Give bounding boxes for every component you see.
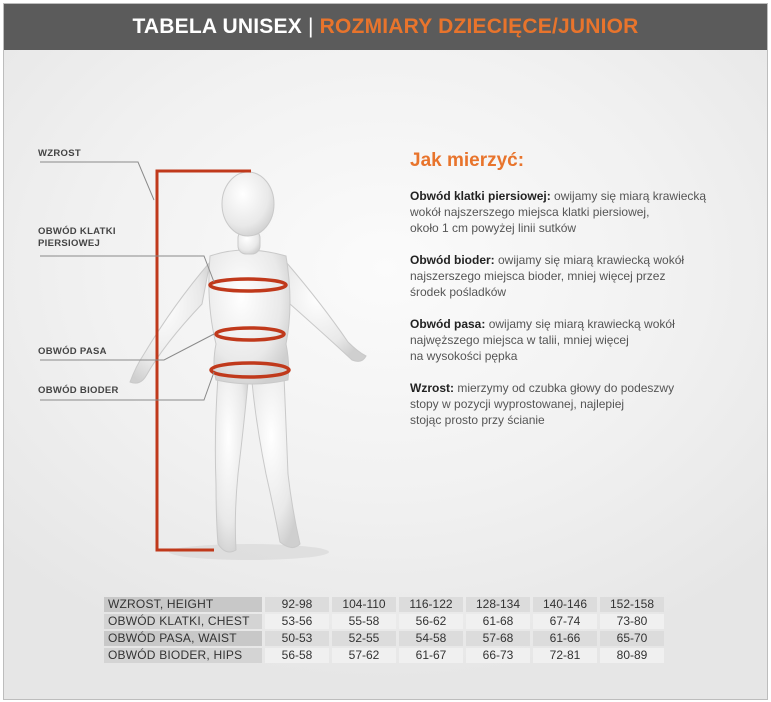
instruction-waist-term: Obwód pasa: — [410, 317, 486, 331]
table-cell: 56-58 — [265, 648, 329, 663]
table-cell: 55-58 — [332, 614, 396, 629]
floor-shadow — [169, 544, 329, 560]
header-subtitle: ROZMIARY DZIECIĘCE/JUNIOR — [319, 15, 639, 38]
callout-hips-label: OBWÓD BIODER — [38, 385, 119, 396]
table-cell: 57-62 — [332, 648, 396, 663]
table-cell: 66-73 — [466, 648, 530, 663]
instruction-chest-term: Obwód klatki piersiowej: — [410, 189, 551, 203]
table-cell: 61-67 — [399, 648, 463, 663]
instructions-title: Jak mierzyć: — [410, 150, 525, 171]
table-cell: 52-55 — [332, 631, 396, 646]
table-row — [104, 631, 664, 646]
instruction-waist: Obwód pasa: owijamy się miarą krawiecką wokół najwęższego miejsca w talii, mniej więcej na wysokości pępka — [410, 317, 675, 363]
callout-waist-label: OBWÓD PASA — [38, 346, 107, 357]
table-cell: 80-89 — [600, 648, 664, 663]
instruction-hips-term: Obwód bioder: — [410, 253, 495, 267]
callout-height-label: WZROST — [38, 148, 81, 159]
table-cell: 92-98 — [265, 597, 329, 612]
instruction-height: Wzrost: mierzymy od czubka głowy do podeszwy stopy w pozycji wyprostowanej, najlepiej stojąc prosto przy ścianie — [410, 381, 675, 427]
table-cell: 104-110 — [332, 597, 396, 612]
instruction-chest: Obwód klatki piersiowej: owijamy się miarą krawiecką wokół najszerszego miejsca klatki piersiowej, około 1 cm powyżej linii sutków — [410, 189, 707, 235]
measuring-instructions — [410, 150, 740, 444]
table-row-label: WZROST, HEIGHT — [104, 597, 262, 612]
header-bar — [4, 4, 767, 50]
table-cell: 50-53 — [265, 631, 329, 646]
table-row — [104, 614, 664, 629]
size-table — [101, 595, 667, 665]
left-arm — [130, 262, 210, 383]
table-cell: 61-68 — [466, 614, 530, 629]
table-cell: 61-66 — [533, 631, 597, 646]
height-leader-line — [40, 162, 154, 200]
table-row — [104, 648, 664, 663]
right-leg — [252, 376, 300, 548]
table-cell: 67-74 — [533, 614, 597, 629]
instruction-hips: Obwód bioder: owijamy się miarą krawiecką wokół najszerszego miejsca bioder, mniej więcej przez środek pośladków — [410, 253, 685, 299]
head — [222, 172, 274, 236]
table-cell: 57-68 — [466, 631, 530, 646]
table-cell: 72-81 — [533, 648, 597, 663]
callout-waist — [38, 346, 107, 358]
table-cell: 56-62 — [399, 614, 463, 629]
callout-chest-line2: PIERSIOWEJ — [38, 238, 101, 249]
table-cell: 128-134 — [466, 597, 530, 612]
size-chart-frame — [3, 3, 768, 700]
right-arm — [286, 262, 366, 361]
callout-height — [38, 148, 81, 160]
callout-hips — [38, 385, 119, 397]
callout-chest — [38, 226, 116, 250]
table-cell: 54-58 — [399, 631, 463, 646]
instruction-height-term: Wzrost: — [410, 381, 454, 395]
table-cell: 53-56 — [265, 614, 329, 629]
table-row-label: OBWÓD KLATKI, CHEST — [104, 614, 262, 629]
left-leg — [215, 376, 248, 552]
header-separator: | — [307, 15, 314, 38]
header-title: TABELA UNISEX — [132, 15, 302, 38]
table-cell: 73-80 — [600, 614, 664, 629]
table-cell: 152-158 — [600, 597, 664, 612]
table-row-label: OBWÓD BIODER, HIPS — [104, 648, 262, 663]
table-cell: 65-70 — [600, 631, 664, 646]
table-cell: 140-146 — [533, 597, 597, 612]
table-cell: 116-122 — [399, 597, 463, 612]
callout-chest-line1: OBWÓD KLATKI — [38, 226, 116, 237]
table-row — [104, 597, 664, 612]
chest-leader-line — [40, 256, 214, 282]
table-row-label: OBWÓD PASA, WAIST — [104, 631, 262, 646]
